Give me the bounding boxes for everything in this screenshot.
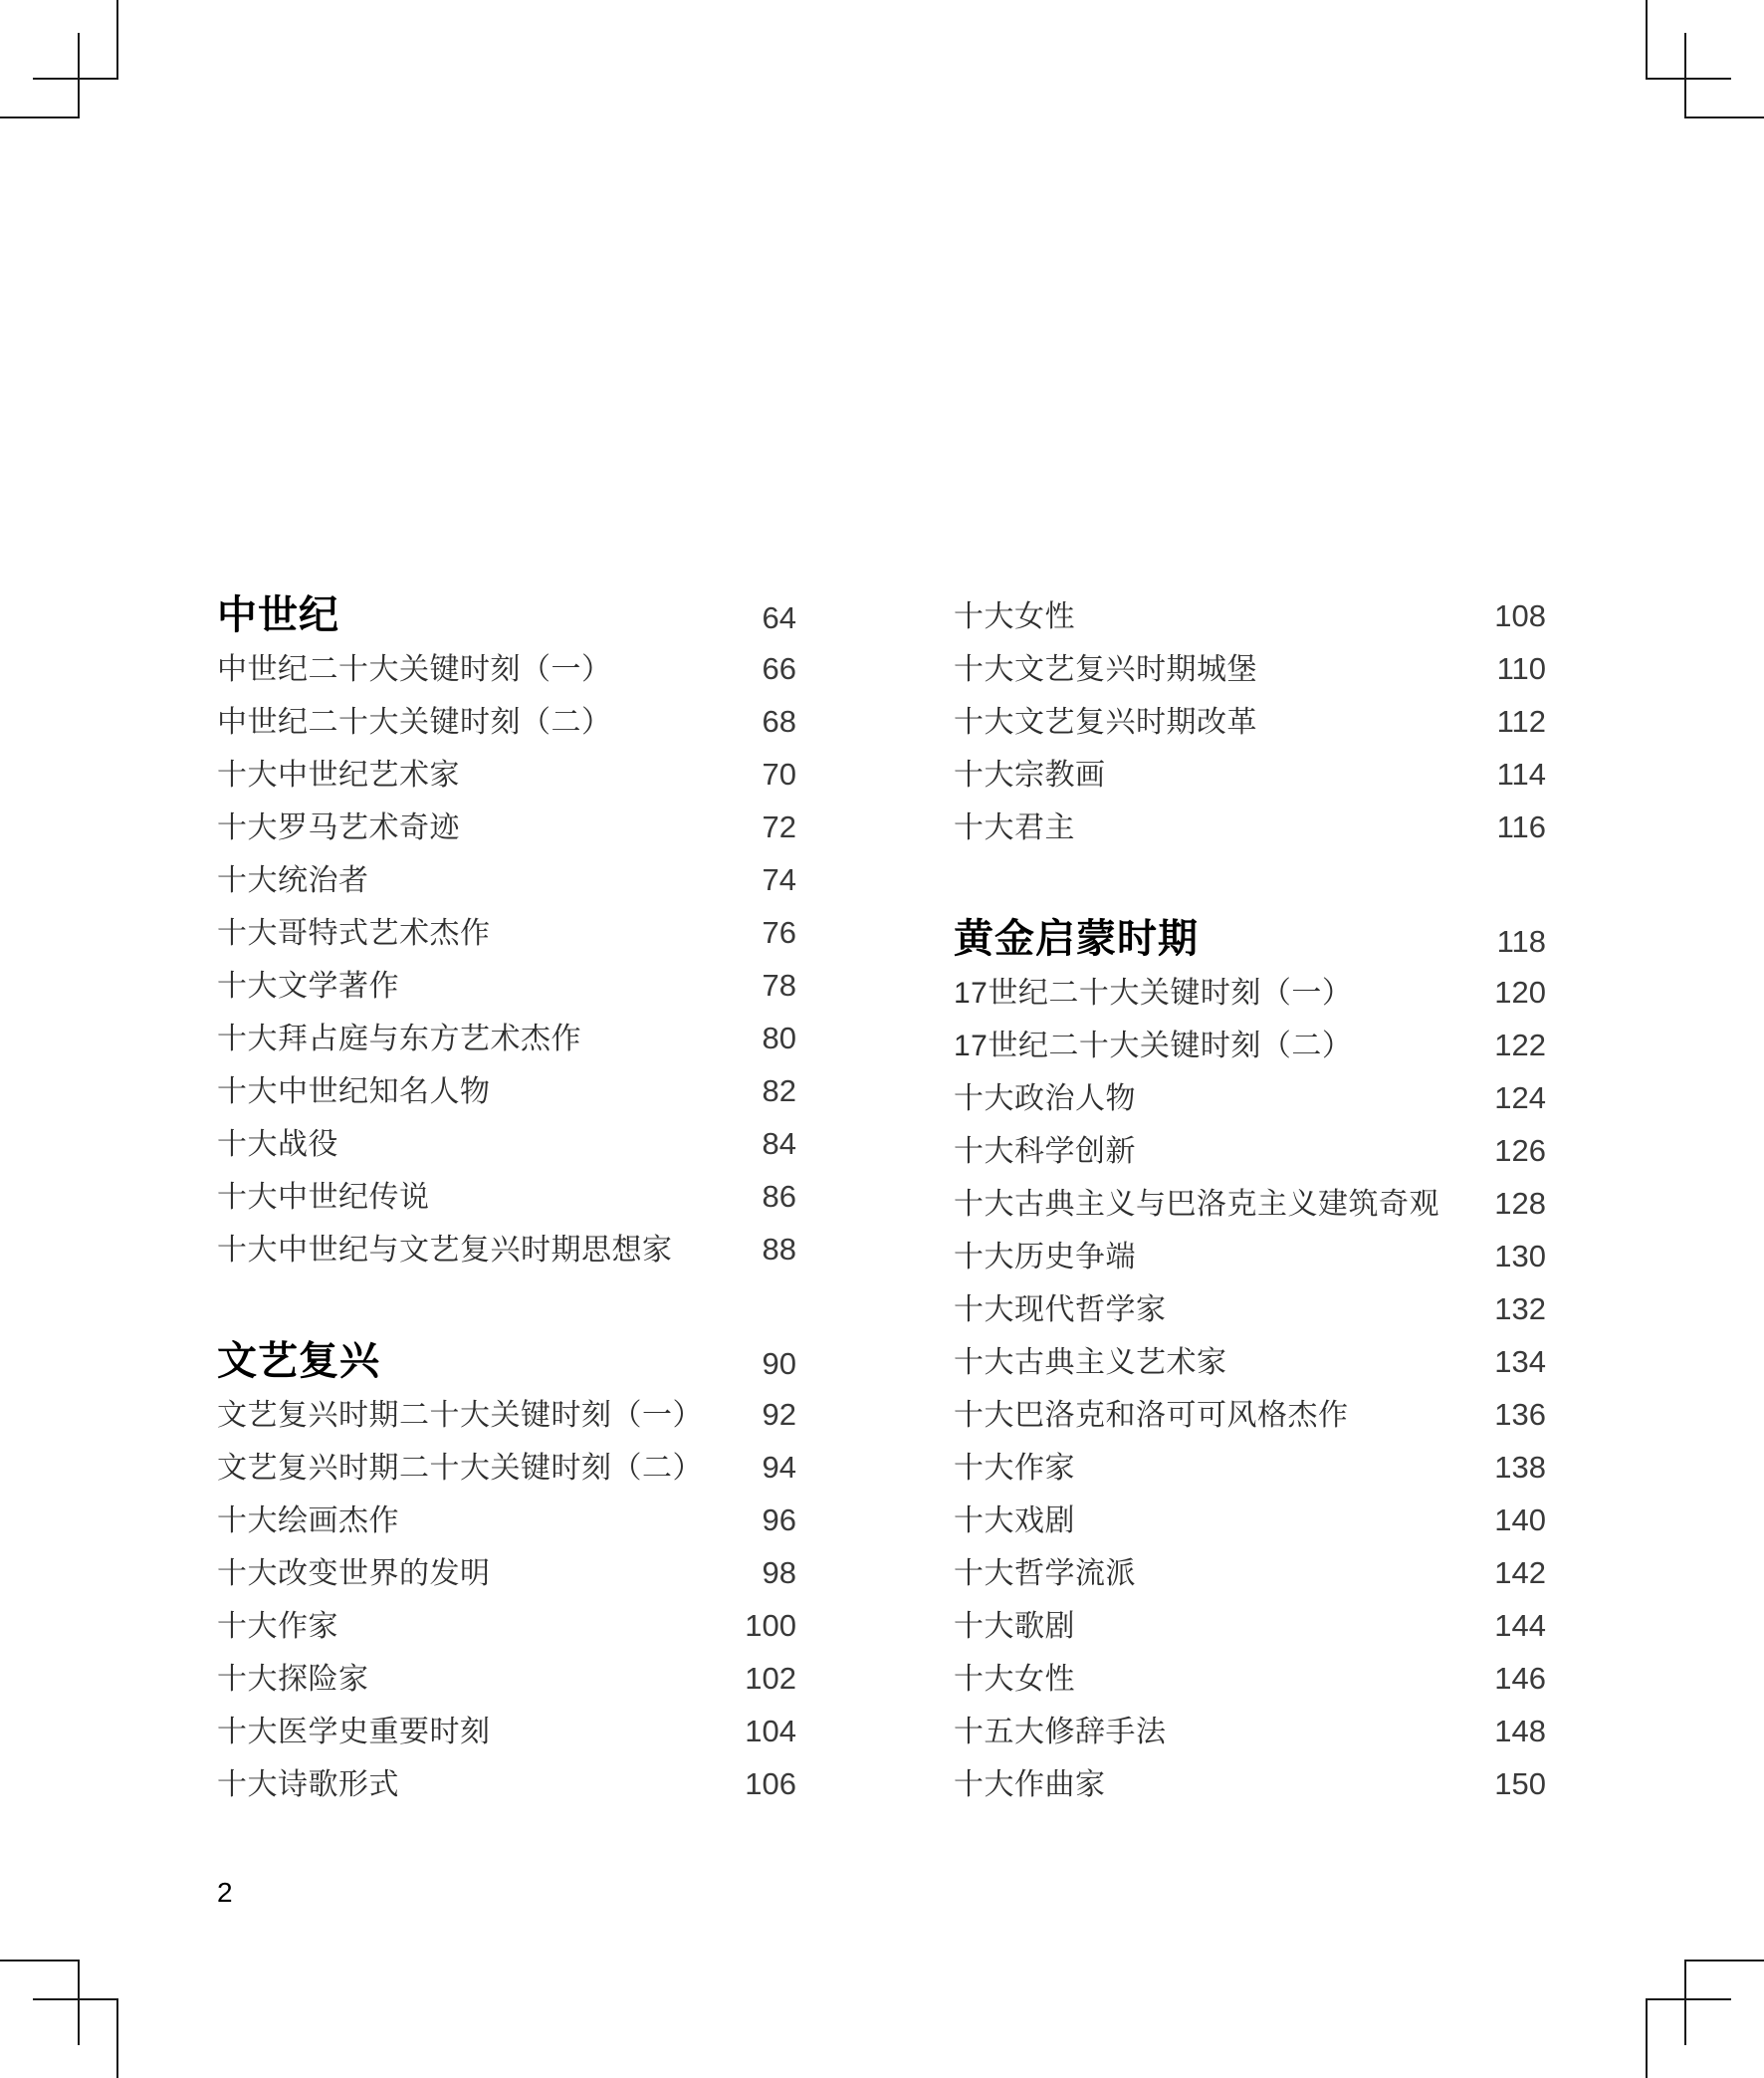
toc-page-number: 64 <box>762 600 796 635</box>
toc-entry-row <box>954 748 1546 801</box>
toc-entry-row <box>954 1494 1546 1546</box>
toc-entry-row <box>217 1117 796 1170</box>
toc-page-number: 86 <box>762 1179 796 1214</box>
toc-entry-row <box>954 1652 1546 1705</box>
toc-entry-row <box>217 1170 796 1223</box>
toc-entry-title: 十大中世纪艺术家 <box>217 759 460 792</box>
toc-left-column <box>217 589 796 1810</box>
toc-entry-title: 十大古典主义与巴洛克主义建筑奇观 <box>954 1188 1439 1221</box>
toc-entry-row <box>217 959 796 1012</box>
toc-entry-row <box>954 642 1546 695</box>
toc-entry-title: 十大罗马艺术奇迹 <box>217 811 460 844</box>
toc-page-number: 116 <box>1496 809 1546 844</box>
toc-entry-row <box>217 853 796 906</box>
toc-page-number: 122 <box>1494 1028 1546 1062</box>
toc-page-number: 138 <box>1494 1450 1546 1485</box>
toc-entry-title: 十大中世纪传说 <box>217 1181 430 1214</box>
toc-entry-row <box>217 1546 796 1599</box>
footer-page-number: 2 <box>217 1877 233 1908</box>
toc-page-number: 76 <box>762 915 796 950</box>
toc-entry-title: 十大历史争端 <box>954 1241 1136 1273</box>
toc-page-number: 130 <box>1494 1239 1546 1273</box>
toc-page-number: 146 <box>1494 1661 1546 1696</box>
toc-entry-title: 十大作家 <box>954 1452 1075 1485</box>
toc-entry-title: 十大诗歌形式 <box>217 1768 399 1801</box>
toc-entry-title: 文艺复兴时期二十大关键时刻（一） <box>217 1399 703 1432</box>
toc-entry-title: 十大中世纪与文艺复兴时期思想家 <box>217 1234 673 1267</box>
toc-entry-title: 十大绘画杰作 <box>217 1504 399 1537</box>
toc-section-heading-row <box>217 589 796 642</box>
toc-entry-row <box>217 642 796 695</box>
toc-entry-row <box>217 1494 796 1546</box>
toc-page-number: 100 <box>745 1608 796 1643</box>
crop-mark-bottom-left-inner <box>0 1960 80 2045</box>
toc-page-number: 114 <box>1496 757 1546 792</box>
toc-entry-title: 十大作曲家 <box>954 1768 1106 1801</box>
toc-page-number: 132 <box>1494 1291 1546 1326</box>
toc-entry-title: 十大歌剧 <box>954 1610 1075 1643</box>
crop-mark-bottom-right-inner <box>1684 1960 1764 2045</box>
toc-page-number: 90 <box>762 1346 796 1381</box>
toc-entry-row <box>217 801 796 853</box>
toc-section-heading-row <box>954 913 1546 966</box>
toc-page-number: 70 <box>762 757 796 792</box>
toc-page-number: 124 <box>1494 1080 1546 1115</box>
toc-entry-row <box>217 1599 796 1652</box>
toc-entry-row <box>954 1019 1546 1071</box>
toc-page-number: 104 <box>745 1714 796 1748</box>
toc-entry-title: 十大宗教画 <box>954 759 1106 792</box>
toc-entry-title: 十大哥特式艺术杰作 <box>217 917 491 950</box>
toc-entry-row <box>217 906 796 959</box>
toc-entry-title: 十大中世纪知名人物 <box>217 1075 491 1108</box>
toc-entry-row <box>217 1652 796 1705</box>
toc-page-number: 144 <box>1494 1608 1546 1643</box>
toc-section-title: 中世纪 <box>217 593 339 637</box>
toc-page-number: 88 <box>762 1232 796 1267</box>
toc-page-number: 92 <box>762 1397 796 1432</box>
toc-page-number: 140 <box>1494 1502 1546 1537</box>
toc-page-number: 80 <box>762 1021 796 1055</box>
toc-section-title: 黄金启蒙时期 <box>954 917 1199 961</box>
toc-entry-title: 十大拜占庭与东方艺术杰作 <box>217 1023 581 1055</box>
toc-entry-row <box>954 1441 1546 1494</box>
toc-entry-row <box>954 1705 1546 1757</box>
toc-entry-row <box>954 1230 1546 1282</box>
toc-section-title: 文艺复兴 <box>217 1339 380 1383</box>
toc-entry-title: 十大作家 <box>217 1610 338 1643</box>
toc-page-number: 126 <box>1494 1133 1546 1168</box>
toc-page-number: 142 <box>1494 1555 1546 1590</box>
toc-entry-row <box>954 1282 1546 1335</box>
toc-entry-row <box>954 1757 1546 1810</box>
toc-page-number: 82 <box>762 1073 796 1108</box>
crop-mark-top-left-inner <box>0 33 80 118</box>
toc-page-number: 128 <box>1494 1186 1546 1221</box>
toc-entry-title: 十大文艺复兴时期改革 <box>954 706 1257 739</box>
toc-entry-title: 十大现代哲学家 <box>954 1293 1167 1326</box>
toc-entry-row <box>217 1705 796 1757</box>
toc-entry-row <box>954 1177 1546 1230</box>
toc-entry-title: 十大文艺复兴时期城堡 <box>954 653 1257 686</box>
toc-entry-row <box>217 695 796 748</box>
toc-right-column <box>954 589 1546 1810</box>
toc-page-number: 66 <box>762 651 796 686</box>
toc-entry-title: 17世纪二十大关键时刻（二） <box>954 1030 1353 1062</box>
toc-entry-title: 十大改变世界的发明 <box>217 1557 491 1590</box>
toc-entry-row <box>954 1124 1546 1177</box>
toc-page-number: 118 <box>1496 924 1546 959</box>
toc-entry-title: 十大女性 <box>954 1663 1075 1696</box>
toc-entry-row <box>217 1064 796 1117</box>
toc-entry-row <box>954 1071 1546 1124</box>
toc-entry-title: 十大戏剧 <box>954 1504 1075 1537</box>
toc-entry-row <box>954 1546 1546 1599</box>
toc-page-number: 136 <box>1494 1397 1546 1432</box>
toc-page-number: 74 <box>762 862 796 897</box>
toc-entry-title: 文艺复兴时期二十大关键时刻（二） <box>217 1452 703 1485</box>
toc-entry-title: 十大巴洛克和洛可可风格杰作 <box>954 1399 1349 1432</box>
toc-entry-title: 十大政治人物 <box>954 1082 1136 1115</box>
toc-entry-row <box>217 1757 796 1810</box>
toc-entry-title: 十大科学创新 <box>954 1135 1136 1168</box>
toc-entry-title: 十大君主 <box>954 811 1075 844</box>
toc-page-number: 112 <box>1496 704 1546 739</box>
toc-page-number: 84 <box>762 1126 796 1161</box>
toc-section-heading-row <box>217 1335 796 1388</box>
toc-page-number: 108 <box>1494 598 1546 633</box>
toc-page-number: 102 <box>745 1661 796 1696</box>
toc-entry-row <box>954 1388 1546 1441</box>
toc-entry-title: 十大女性 <box>954 600 1075 633</box>
toc-page-number: 96 <box>762 1502 796 1537</box>
toc-page-number: 94 <box>762 1450 796 1485</box>
crop-mark-top-right-inner <box>1684 33 1764 118</box>
toc-entry-title: 十大哲学流派 <box>954 1557 1136 1590</box>
toc-page-number: 134 <box>1494 1344 1546 1379</box>
toc-entry-title: 十五大修辞手法 <box>954 1716 1167 1748</box>
toc-entry-title: 十大探险家 <box>217 1663 369 1696</box>
toc-page-number: 98 <box>762 1555 796 1590</box>
toc-entry-row <box>217 748 796 801</box>
toc-entry-row <box>954 966 1546 1019</box>
toc-entry-row <box>954 695 1546 748</box>
toc-entry-row <box>217 1223 796 1275</box>
toc-entry-title: 十大古典主义艺术家 <box>954 1346 1227 1379</box>
toc-page-number: 148 <box>1494 1714 1546 1748</box>
toc-page-number: 68 <box>762 704 796 739</box>
toc-entry-title: 十大文学著作 <box>217 970 399 1003</box>
toc-entry-title: 十大统治者 <box>217 864 369 897</box>
toc-entry-row <box>954 801 1546 853</box>
toc-entry-title: 中世纪二十大关键时刻（二） <box>217 706 612 739</box>
toc-page-number: 106 <box>745 1766 796 1801</box>
toc-page-number: 120 <box>1494 975 1546 1010</box>
toc-entry-title: 中世纪二十大关键时刻（一） <box>217 653 612 686</box>
toc-entry-row <box>217 1012 796 1064</box>
toc-page-number: 110 <box>1496 651 1546 686</box>
toc-entry-title: 十大战役 <box>217 1128 338 1161</box>
toc-entry-row <box>217 1441 796 1494</box>
toc-entry-title: 十大医学史重要时刻 <box>217 1716 491 1748</box>
toc-entry-row <box>217 1388 796 1441</box>
toc-page-number: 78 <box>762 968 796 1003</box>
toc-entry-title: 17世纪二十大关键时刻（一） <box>954 977 1353 1010</box>
toc-page-number: 150 <box>1494 1766 1546 1801</box>
toc-entry-row <box>954 1335 1546 1388</box>
toc-entry-row <box>954 1599 1546 1652</box>
toc-page-number: 72 <box>762 809 796 844</box>
toc-entry-row <box>954 589 1546 642</box>
